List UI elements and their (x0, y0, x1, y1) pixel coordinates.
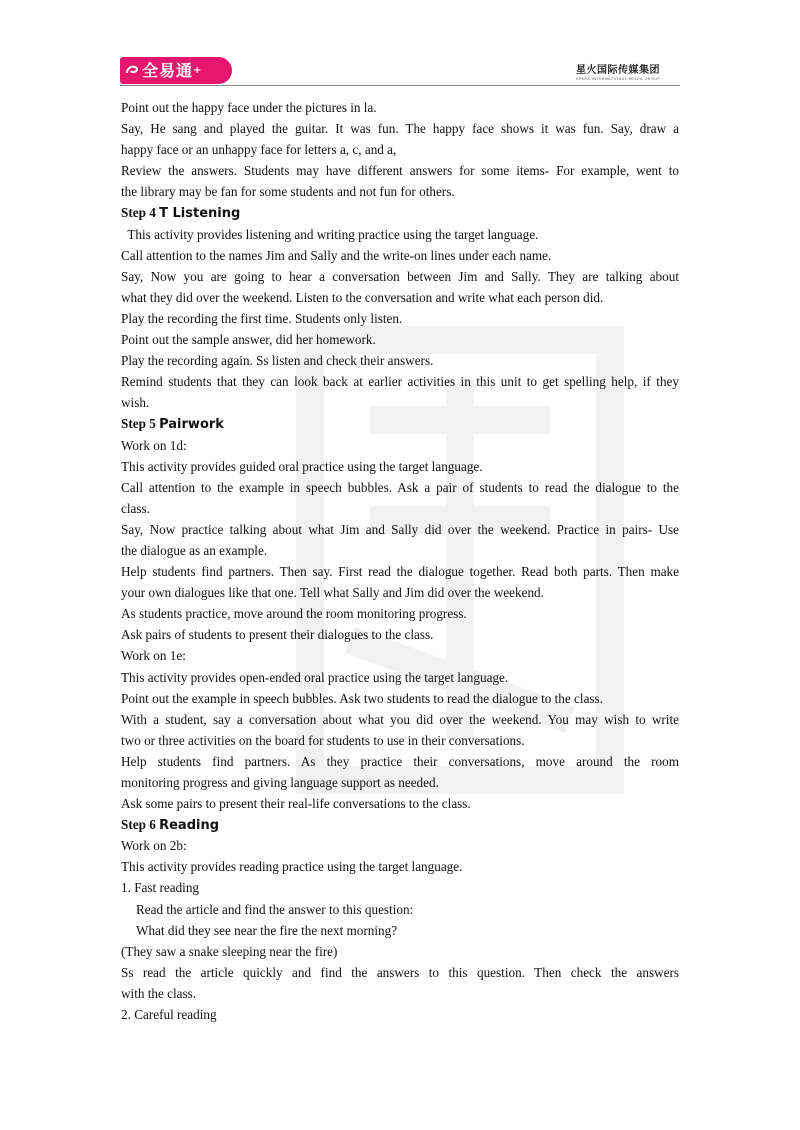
step-title: Reading (159, 818, 220, 834)
logo-swirl-icon (125, 63, 139, 77)
step-title: Pairwork (159, 417, 224, 433)
text-line: class. (121, 500, 150, 516)
step-number: Step 4 (121, 205, 156, 221)
text-line: the library may be fan for some students and not fun for others. (121, 184, 455, 200)
text-line: 1. Fast reading (121, 880, 200, 896)
text-line: the dialogue as an example. (121, 542, 268, 558)
text-line: wish. (121, 395, 150, 411)
step-heading (121, 413, 679, 434)
header-divider (120, 85, 680, 86)
text-line: Call attention to the example in speech bubbles. Ask a pair of students to read the dialogue to the (121, 479, 679, 495)
text-line: Point out the happy face under the pictures in la. (121, 100, 377, 115)
text-line: Ask pairs of students to present their dialogues to the class. (121, 627, 434, 643)
text-line: Work on 1e: (121, 648, 186, 664)
text-line: 2. Careful reading (121, 1007, 217, 1023)
text-line: This activity provides reading practice using the target language. (121, 859, 463, 875)
logo-text: 全易通 (142, 61, 194, 80)
brand-name-cn: 星火国际传媒集团 (576, 65, 660, 76)
text-line: As students practice, move around the room monitoring progress. (121, 606, 467, 622)
logo-plus-icon: + (193, 65, 203, 76)
step-heading (121, 202, 679, 223)
step-heading (121, 814, 679, 835)
step-number: Step 6 (121, 817, 156, 833)
text-line: Remind students that they can look back at earlier activities in this unit to get spelling help, if they (121, 374, 679, 390)
brand (576, 61, 660, 81)
text-line: What did they see near the fire the next morning? (136, 922, 398, 938)
text-line: Ask some pairs to present their real-life conversations to the class. (121, 796, 471, 812)
text-line: Point out the sample answer, did her homework. (121, 332, 376, 348)
text-line: With a student, say a conversation about what you did over the weekend. You may wish to write (121, 711, 679, 727)
text-line: with the class. (121, 985, 197, 1001)
text-line: Play the recording the first time. Students only listen. (121, 310, 403, 326)
step-title: T Listening (159, 206, 241, 222)
brand-name-en: SPARK INTERNATIONAL MEDIA GROUP (576, 77, 660, 81)
text-line: This activity provides guided oral practice using the target language. (121, 458, 483, 474)
text-line: your own dialogues like that one. Tell what Sally and Jim did over the weekend. (121, 585, 544, 601)
text-line: Play the recording again. Ss listen and check their answers. (121, 353, 434, 369)
text-line: Help students find partners. Then say. First read the dialogue together. Read both parts. Then make (121, 564, 679, 580)
text-line: Say, Now you are going to hear a conversation between Jim and Sally. They are talking about (121, 268, 679, 284)
page-header (120, 57, 680, 87)
text-line: Point out the example in speech bubbles. Ask two students to read the dialogue to the class. (121, 690, 603, 706)
text-line: Call attention to the names Jim and Sally and the write-on lines under each name. (121, 247, 552, 263)
text-line: happy face or an unhappy face for letters a, c, and a, (121, 142, 397, 158)
text-line: two or three activities on the board for students to use in their conversations. (121, 732, 525, 748)
text-line: This activity provides open-ended oral practice using the target language. (121, 669, 509, 685)
document-body (121, 97, 679, 1025)
text-line: Read the article and find the answer to this question: (136, 901, 414, 917)
step-number: Step 5 (121, 416, 156, 432)
text-line: monitoring progress and giving language support as needed. (121, 775, 439, 790)
text-line: Say, Now practice talking about what Jim and Sally did over the weekend. Practice in pairs- Use (121, 521, 679, 537)
text-line: This activity provides listening and writing practice using the target language. (121, 226, 539, 242)
text-line: Ss read the article quickly and find the answers to this question. Then check the answers (121, 964, 679, 980)
text-line: Review the answers. Students may have different answers for some items- For example, went to (121, 163, 679, 179)
text-line: (They saw a snake sleeping near the fire) (121, 943, 338, 959)
text-line: Help students find partners. As they practice their conversations, move around the room (121, 753, 679, 769)
text-line: what they did over the weekend. Listen to the conversation and write what each person did. (121, 289, 604, 305)
text-line: Say, He sang and played the guitar. It was fun. The happy face shows it was fun. Say, draw a (121, 121, 679, 137)
logo (120, 57, 232, 84)
text-line: Work on 1d: (121, 437, 187, 453)
text-line: Work on 2b: (121, 838, 187, 854)
